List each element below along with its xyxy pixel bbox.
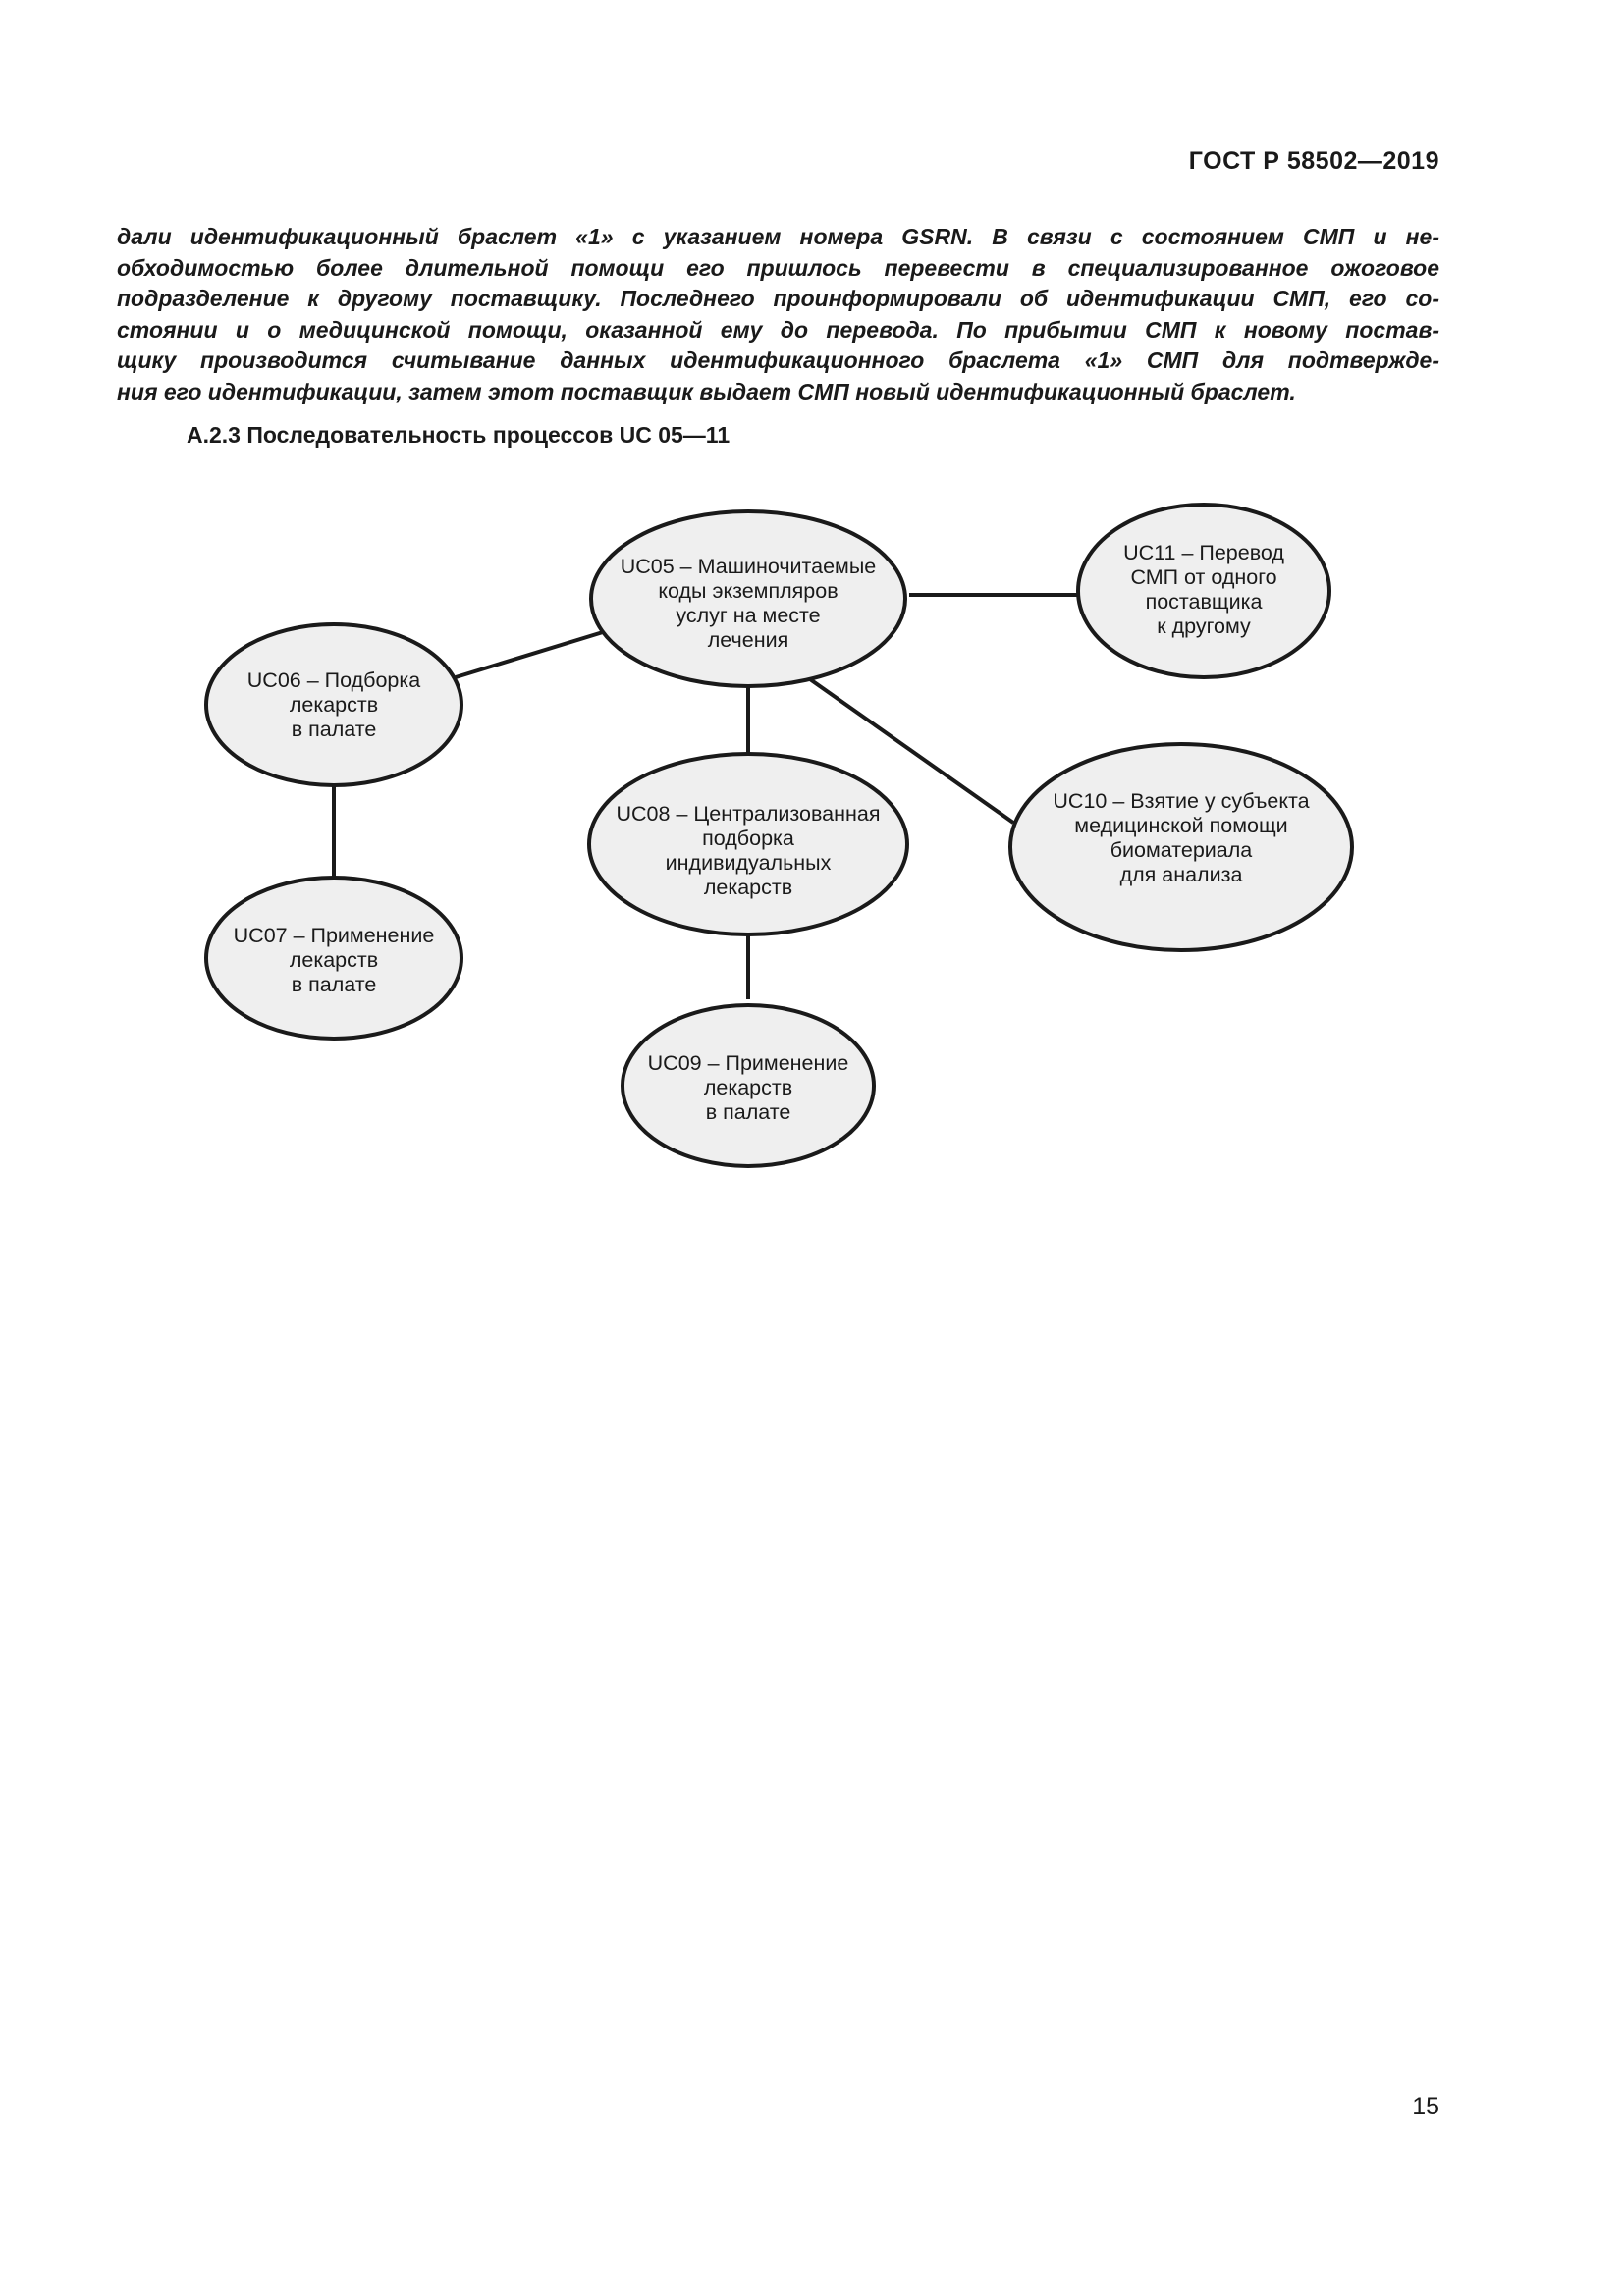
node-label-line: СМП от одного [1130, 565, 1277, 589]
node-label-line: лечения [707, 628, 789, 652]
node-label-line: в палате [291, 718, 377, 741]
node-label-line: услуг на месте [676, 604, 821, 627]
node-label-line: UC09 – Применение [647, 1051, 849, 1075]
node-label-line: UC05 – Машиночитаемые [620, 555, 877, 578]
node-uc09 [623, 1005, 874, 1166]
paragraph-line: ния его идентификации, затем этот поставщик выдает СМП новый идентификационный браслет. [117, 378, 1296, 404]
node-label-line: подборка [702, 827, 794, 850]
node-label-line: в палате [291, 973, 377, 996]
standard-id-header: ГОСТ Р 58502—2019 [1188, 147, 1439, 175]
node-label-line: биоматериала [1110, 838, 1253, 862]
node-label-line: для анализа [1119, 863, 1243, 886]
section-heading: А.2.3 Последовательность процессов UC 05—11 [187, 422, 731, 448]
paragraph-line: дали идентификационный браслет «1» с указанием номера GSRN. В связи с состоянием СМП и не- [117, 224, 1439, 249]
node-label-line: лекарств [289, 693, 379, 717]
page-number: 15 [1412, 2093, 1439, 2120]
node-label-line: UC10 – Взятие у субъекта [1053, 789, 1310, 813]
node-label-line: лекарств [703, 1076, 793, 1099]
node-uc11 [1078, 505, 1329, 677]
node-label-line: медицинской помощи [1074, 814, 1288, 837]
node-label-line: к другому [1157, 614, 1251, 638]
node-label-line: лекарств [289, 948, 379, 972]
node-uc08 [589, 754, 907, 934]
node-label-line: UC08 – Централизованная [616, 802, 881, 826]
node-label-line: лекарств [703, 876, 793, 899]
paragraph-line: стоянии и о медицинской помощи, оказанной ему до перевода. По прибытии СМП к новому постав- [117, 316, 1439, 343]
paragraph-line: обходимостью более длительной помощи его пришлось перевести в специализированное ожоговое [117, 254, 1439, 281]
node-label-line: поставщика [1145, 590, 1263, 614]
node-uc06 [206, 624, 461, 785]
node-uc05 [591, 511, 905, 686]
node-uc10 [1010, 744, 1352, 950]
paragraph-line: щику производится считывание данных идентификационного браслета «1» СМП для подтвержде- [117, 347, 1439, 373]
paragraph-line: подразделение к другому поставщику. Последнего проинформировали об идентификации СМП, его со- [117, 286, 1439, 311]
node-label-line: индивидуальных [665, 851, 832, 875]
node-label-line: в палате [705, 1100, 791, 1124]
node-label-line: UC07 – Применение [233, 924, 435, 947]
node-uc07 [206, 878, 461, 1039]
edge-uc05-uc06 [456, 632, 603, 677]
node-label-line: UC06 – Подборка [246, 668, 421, 692]
node-label-line: UC11 – Перевод [1123, 541, 1284, 564]
node-label-line: коды экземпляров [658, 579, 839, 603]
